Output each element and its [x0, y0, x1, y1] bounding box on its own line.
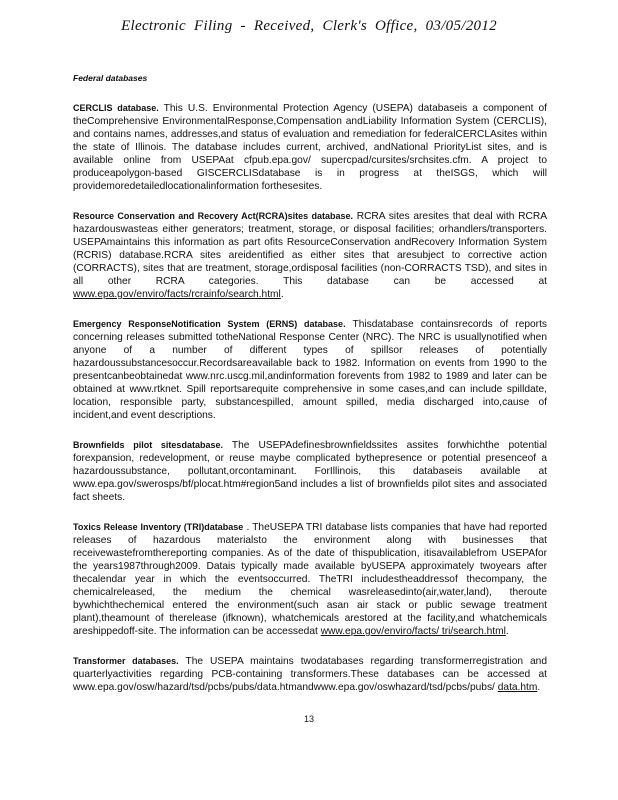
paragraph-lead: Resource Conservation and Recovery Act(RCRA)sites database.: [73, 211, 354, 221]
paragraph-text: This U.S. Environmental Protection Agency (USEPA) databaseis a component of theComprehensive EnvironmentalResponse,Compensation andLiability Information System (CERCLIS), and contains names, addresses,and status of evaluation and remediation for federalCERCLAsites within the state of Illinois. The database includes current, archived, andNational PriorityList sites, and is available online from USEPAat cfpub.epa.gov/ supercpad/cursites/srchsites.cfm. A project to produceapolygon-based GISCERCLISdatabase is in progress at theISGS, which will providemoredetailedlocationalinformation forthesesites.: [73, 103, 547, 192]
paragraph-transformer: [73, 655, 547, 694]
paragraph-text: The USEPA maintains twodatabases regarding transformerregistration and quarterlyactivities regarding PCB-containing transformers.These databases can be accessed at www.epa.gov/osw/hazard/tsd/pcbs/pubs/data.htmandwww.epa.gov/oswhazard/tsd/pcbs/pubs/: [73, 656, 547, 693]
document-body: [73, 72, 547, 711]
paragraph-end: .: [537, 682, 541, 693]
paragraph-end: .: [280, 289, 284, 300]
paragraph-lead: CERCLIS database.: [73, 103, 159, 113]
paragraph-text: RCRA sites aresites that deal with RCRA hazardouswasteas either generators; treatment, storage, or disposal facilities; orhandlers/transporters. USEPAmaintains this information as part ofits ResourceConservation andRecovery Information System (RCRIS) database.RCRA sites areidentified as either sites that aresubject to corrective action (CORRACTS), sites that are treatment, storage,ordisposal facilities (non-CORRACTS TSD), and sites in all other RCRA categories. This database can be accessed at: [73, 211, 547, 287]
paragraph-lead: Transformer databases.: [73, 656, 179, 666]
page-number: 13: [303, 714, 314, 724]
paragraph-text: The USEPAdefinesbrownfieldssites assites forwhichthe potential forexpansion, redevelopment, or reuse maybe complicated bythepresence or potential presenceof a hazardoussubstance, pollutant,orcontaminant. ForIllinois, this databaseis available at www.epa.gov/swerosps/bf/plocat.htm#region5and includes a list of brownfields pilot sites and associated fact sheets.: [73, 440, 548, 503]
tri-link[interactable]: www.epa.gov/enviro/facts/ tri/search.html: [320, 626, 506, 637]
paragraph-brownfields: [73, 439, 547, 504]
paragraph-end: .: [505, 626, 509, 637]
transformer-link[interactable]: data.htm: [497, 682, 538, 693]
section-title: Federal databases: [73, 73, 148, 83]
rcra-link[interactable]: www.epa.gov/enviro/facts/rcrainfo/search.html: [73, 289, 281, 300]
paragraph-lead: Emergency ResponseNotification System (ERNS) database.: [73, 319, 346, 329]
paragraph-text: Thisdatabase containsrecords of reports concerning releases submitted totheNational Response Center (NRC). The NRC is usuallynotified when anyone of a number of different types of spillsor releases of potentially hazardoussubstancesoccur.Recordsareavailable back to 1982. Information on events from 1990 to the presentcanbeobtainedat www.nrc.uscg.mil,andinformation forevents from 1982 to 1989 and later can be obtained at www.rtknet. Spill reportsarequite comprehensive in some cases,and can include spilldate, location, responsible party, substancespilled, amount spilled, media discharged into,cause of incident,and event descriptions.: [73, 319, 548, 421]
paragraph-rcra: [73, 210, 547, 301]
paragraph-cerclis: [73, 102, 547, 193]
paragraph-text: . TheUSEPA TRI database lists companies that have had reported releases of hazardous materialsto the environment along with businesses that receivewastefromthereporting companies. As of the date of thispublication, itisavailablefrom USEPAfor the years1987through2009. Datais typically made available byUSEPA approximately twoyears after thecalendar year in which the eventsoccurred. TheTRI includestheaddressof thecompany, the chemicalreleased, the medium the chemical wasreleasedinto(air,water,land), theroute bywhichthechemical entered the environment(such asan air stack or public sewage treatment plant),theamount of therelease (ifknown), whatchemicals arestored at the facility,and whatchemicals areshippedoff-site. The information can be accessedat: [73, 522, 547, 637]
paragraph-erns: [73, 318, 547, 422]
filing-stamp-header: Electronic Filing - Received, Clerk's Office, 03/05/2012: [121, 18, 497, 34]
paragraph-lead: Toxics Release Inventory (TRI)database: [73, 522, 244, 532]
paragraph-tri: [73, 521, 547, 638]
paragraph-lead: Brownfields pilot sitesdatabase.: [73, 440, 223, 450]
